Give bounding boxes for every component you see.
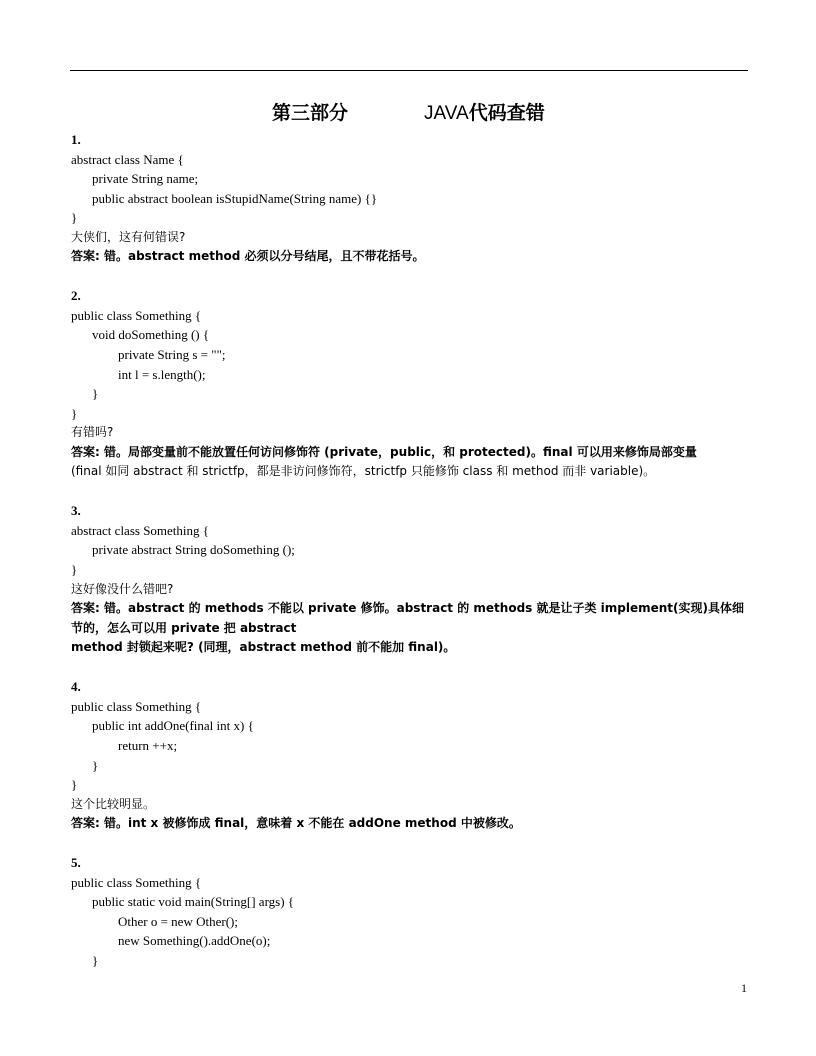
code-line: private String s = "";	[118, 347, 226, 363]
code-line: }	[71, 210, 78, 226]
code-line: public class Something {	[71, 698, 202, 714]
spacer	[71, 482, 751, 502]
title-java	[424, 98, 545, 125]
code-line: void doSomething () {	[92, 327, 210, 343]
code-line: new Something().addOne(o);	[118, 933, 271, 949]
code-line: }	[71, 777, 78, 793]
document-body	[71, 130, 751, 971]
question-number: 5.	[71, 855, 81, 871]
page-number: 1	[741, 981, 747, 995]
code-line: public class Something {	[71, 307, 202, 323]
code-line: Other o = new Other();	[118, 913, 238, 929]
question-number: 2.	[71, 288, 81, 304]
answer-note: (final 如同 abstract 和 strictfp，都是非访问修饰符，strictfp 只能修饰 class 和 method 而非 variable)。	[71, 464, 656, 479]
code-line: int l = s.length();	[118, 366, 206, 382]
code-line: }	[71, 562, 78, 578]
title-part: 第三部分	[272, 102, 349, 124]
answer-text: 答案: 错。int x 被修饰成 final，意味着 x 不能在 addOne method 中被修改。	[71, 816, 521, 831]
spacer	[71, 267, 751, 287]
answer-text: 答案: 错。abstract 的 methods 不能以 private 修饰。abstract 的 methods 就是让子类 implement(实现)具体细节的，怎么可以用 private 把 abstract	[71, 601, 745, 635]
answer-text: 答案: 错。局部变量前不能放置任何访问修饰符 (private，public，和 protected)。final 可以用来修饰局部变量	[71, 444, 697, 459]
answer-text: 答案: 错。abstract method 必须以分号结尾，且不带花括号。	[71, 249, 425, 264]
title-java-word: JAVA	[424, 103, 469, 124]
question-text: 这好像没什么错吧?	[71, 581, 174, 596]
spacer	[71, 834, 751, 854]
code-line: public int addOne(final int x) {	[92, 718, 254, 734]
code-line: }	[92, 386, 99, 402]
code-line: public static void main(String[] args) {	[92, 894, 295, 910]
code-line: }	[71, 405, 78, 421]
title-topic: 代码查错	[468, 102, 545, 124]
question-number: 4.	[71, 679, 81, 695]
code-line: }	[92, 952, 99, 968]
spacer	[71, 658, 751, 678]
question-text: 这个比较明显。	[71, 796, 156, 811]
code-line: private String name;	[92, 171, 199, 187]
question-number: 1.	[71, 132, 81, 147]
code-line: }	[92, 757, 99, 773]
question-text: 有错吗?	[71, 425, 114, 440]
code-line: public class Something {	[71, 874, 202, 890]
code-line: abstract class Something {	[71, 522, 210, 538]
page-title	[0, 98, 816, 124]
code-line: private abstract String doSomething ();	[92, 542, 295, 558]
code-line: return ++x;	[118, 737, 178, 753]
code-line: abstract class Name {	[71, 151, 184, 167]
header-rule	[70, 70, 748, 71]
answer-text-continued: method 封锁起来呢? (同理，abstract method 前不能加 final)。	[71, 640, 456, 655]
code-line: public abstract boolean isStupidName(String name) {}	[92, 190, 378, 206]
question-number: 3.	[71, 503, 81, 519]
question-text: 大侠们，这有何错误?	[71, 229, 186, 244]
